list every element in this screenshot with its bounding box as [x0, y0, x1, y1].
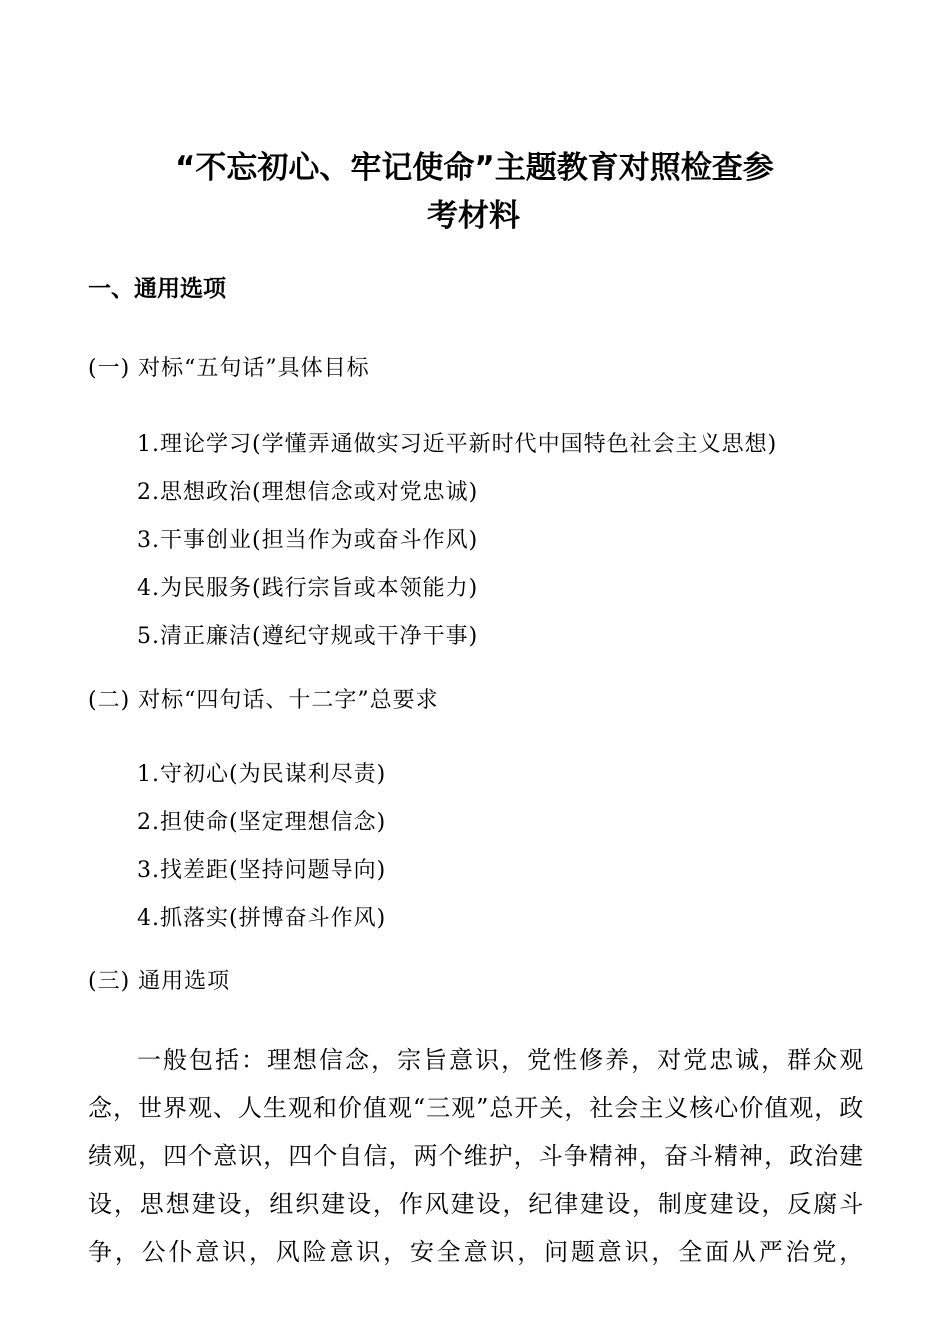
list-item: 1.守初心(为民谋利尽责) [137, 762, 387, 787]
list-item: 5.清正廉洁(遵纪守规或干净干事) [137, 624, 479, 649]
list-item: 1.理论学习(学懂弄通做实习近平新时代中国特色社会主义思想) [137, 432, 778, 457]
list-item: 2.思想政治(理想信念或对党忠诚) [137, 480, 479, 505]
list-item: 3.干事创业(担当作为或奋斗作风) [137, 528, 479, 553]
document-title-line2: 考材料 [427, 198, 520, 234]
subsection-heading-1: (一) 对标“五句话”具体目标 [88, 356, 370, 381]
list-item: 4.为民服务(践行宗旨或本领能力) [137, 576, 479, 601]
list-item: 2.担使命(坚定理想信念) [137, 810, 387, 835]
body-paragraph: 一般包括：理想信念，宗旨意识，党性修养，对党忠诚，群众观念，世界观、人生观和价值观“三观”总开关，社会主义核心价值观，政绩观，四个意识，四个自信，两个维护，斗争精神，奋斗精神，政治建设，思想建设，组织建设，作风建设，纪律建设，制度建设，反腐斗争，公仆意识，风险意识，安全意识，问题意识，全面从严治党， [88, 1046, 864, 1266]
list-item: 4.抓落实(拼博奋斗作风) [137, 906, 387, 931]
list-item: 3.找差距(坚持问题导向) [137, 858, 387, 883]
document-title-line1: “不忘初心、牢记使命”主题教育对照检查参 [175, 150, 774, 186]
subsection-heading-3: (三) 通用选项 [88, 969, 231, 994]
subsection-heading-2: (二) 对标“四句话、十二字”总要求 [88, 688, 439, 713]
section-heading: 一、通用选项 [88, 276, 226, 302]
